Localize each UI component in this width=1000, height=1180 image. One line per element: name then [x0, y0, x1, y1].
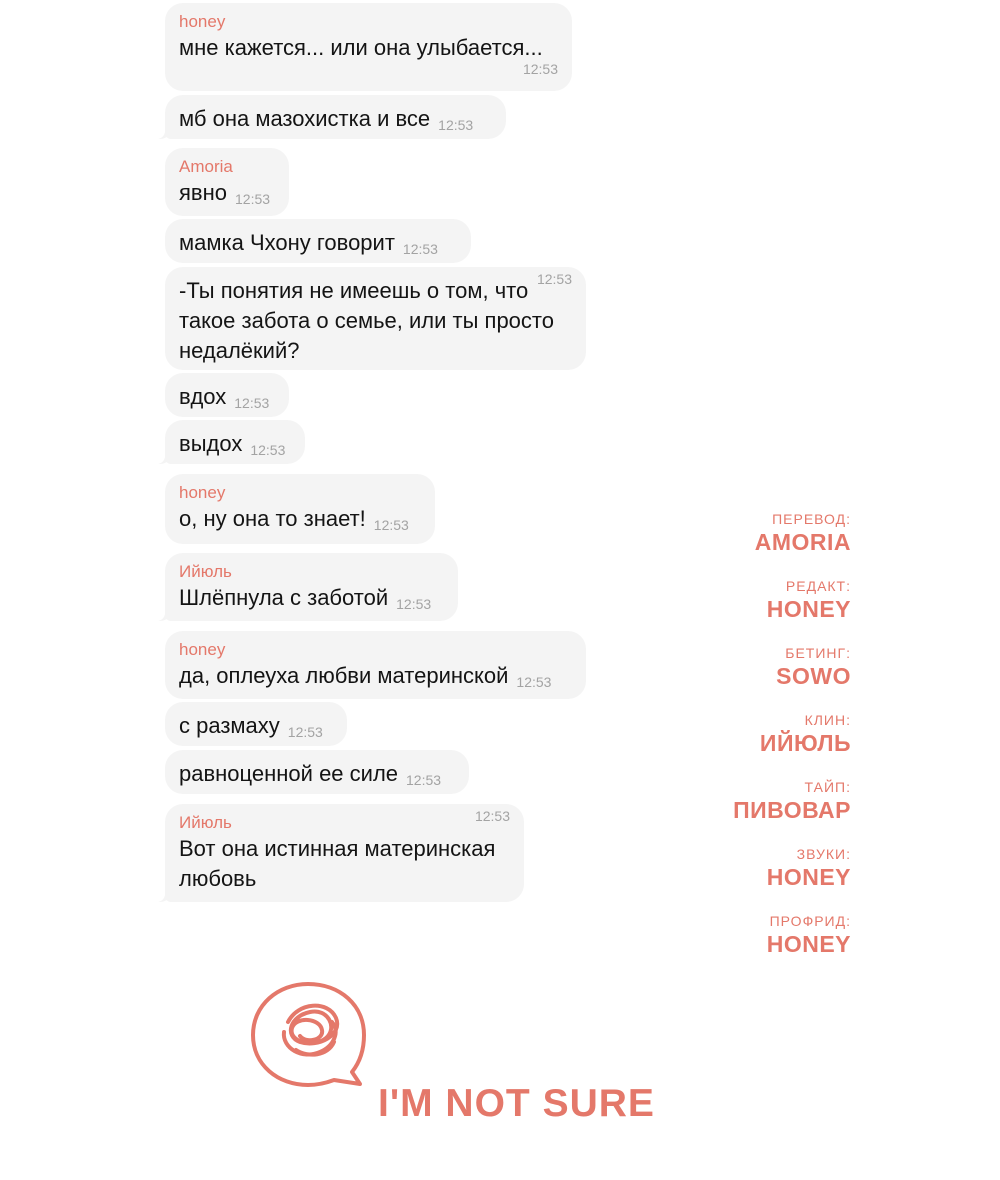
message-time: 12:53: [516, 674, 552, 690]
message-bubble[interactable]: [165, 95, 506, 139]
message-bubble[interactable]: [165, 219, 471, 263]
message-bubble[interactable]: [165, 373, 289, 417]
credit-name: HONEY: [766, 864, 851, 890]
message-text: -Ты понятия не имеешь о том, что такое забота о семье, или ты просто недалёкий?: [179, 278, 554, 363]
credits-list: [680, 510, 851, 979]
message-bubble[interactable]: [165, 3, 572, 91]
scribble-speech-bubble-icon: [248, 980, 378, 1095]
message-time: 12:53: [438, 117, 474, 133]
message-sender: honey: [179, 483, 226, 502]
message-text: да, оплеуха любви материнской: [179, 663, 509, 688]
message-bubble[interactable]: [165, 474, 435, 544]
credit-role: КЛИН:: [804, 712, 851, 728]
credit-name: HONEY: [766, 931, 851, 957]
credit-role: ПЕРЕВОД:: [772, 511, 851, 527]
credit-role: ЗВУКИ:: [796, 846, 851, 862]
credit-role: ТАЙП:: [804, 779, 851, 795]
message-time: 12:53: [536, 271, 572, 287]
message-bubble[interactable]: [165, 267, 586, 370]
message-bubble[interactable]: [165, 750, 469, 794]
message-time: 12:53: [474, 808, 510, 824]
message-text: явно: [179, 180, 227, 205]
message-sender: Ийюль: [179, 813, 232, 832]
message-text: с размаху: [179, 713, 280, 738]
message-text: Вот она истинная материнская любовь: [179, 836, 496, 891]
message-time: 12:53: [402, 241, 438, 257]
message-text: мне кажется... или она улыбается...: [179, 35, 543, 60]
message-sender: Amoria: [179, 157, 233, 176]
message-sender: honey: [179, 12, 226, 31]
message-bubble[interactable]: [165, 631, 586, 699]
message-time: 12:53: [406, 772, 442, 788]
message-time: 12:53: [373, 517, 409, 533]
logo-text: I'M NOT SURE: [378, 1082, 655, 1125]
credit-role: ПРОФРИД:: [769, 913, 851, 929]
message-sender: Ийюль: [179, 562, 232, 581]
message-bubble[interactable]: [165, 804, 524, 902]
message-text: равноценной ее силе: [179, 761, 399, 786]
message-text: выдох: [179, 431, 243, 456]
message-bubble[interactable]: [165, 148, 289, 216]
message-time: 12:53: [235, 191, 271, 207]
message-sender: honey: [179, 640, 226, 659]
message-time: 12:53: [522, 61, 558, 77]
credit-name: AMORIA: [754, 529, 851, 555]
message-bubble[interactable]: [165, 702, 347, 746]
message-text: мб она мазохистка и все: [179, 106, 431, 131]
message-time: 12:53: [234, 395, 270, 411]
message-bubble[interactable]: [165, 420, 305, 464]
message-text: Шлёпнула с заботой: [179, 585, 389, 610]
message-time: 12:53: [396, 596, 432, 612]
credit-role: БЕТИНГ:: [785, 645, 851, 661]
credit-name: ПИВОВАР: [733, 797, 851, 823]
team-logo: [248, 980, 655, 1125]
credit-name: HONEY: [766, 596, 851, 622]
message-text: вдох: [179, 384, 227, 409]
credit-name: ИЙЮЛЬ: [759, 730, 851, 756]
message-bubble[interactable]: [165, 553, 458, 621]
credit-role: РЕДАКТ:: [785, 578, 851, 594]
message-time: 12:53: [287, 724, 323, 740]
message-text: мамка Чхону говорит: [179, 230, 395, 255]
message-time: 12:53: [250, 442, 286, 458]
credit-name: SOWO: [776, 663, 851, 689]
message-text: о, ну она то знает!: [179, 506, 366, 531]
